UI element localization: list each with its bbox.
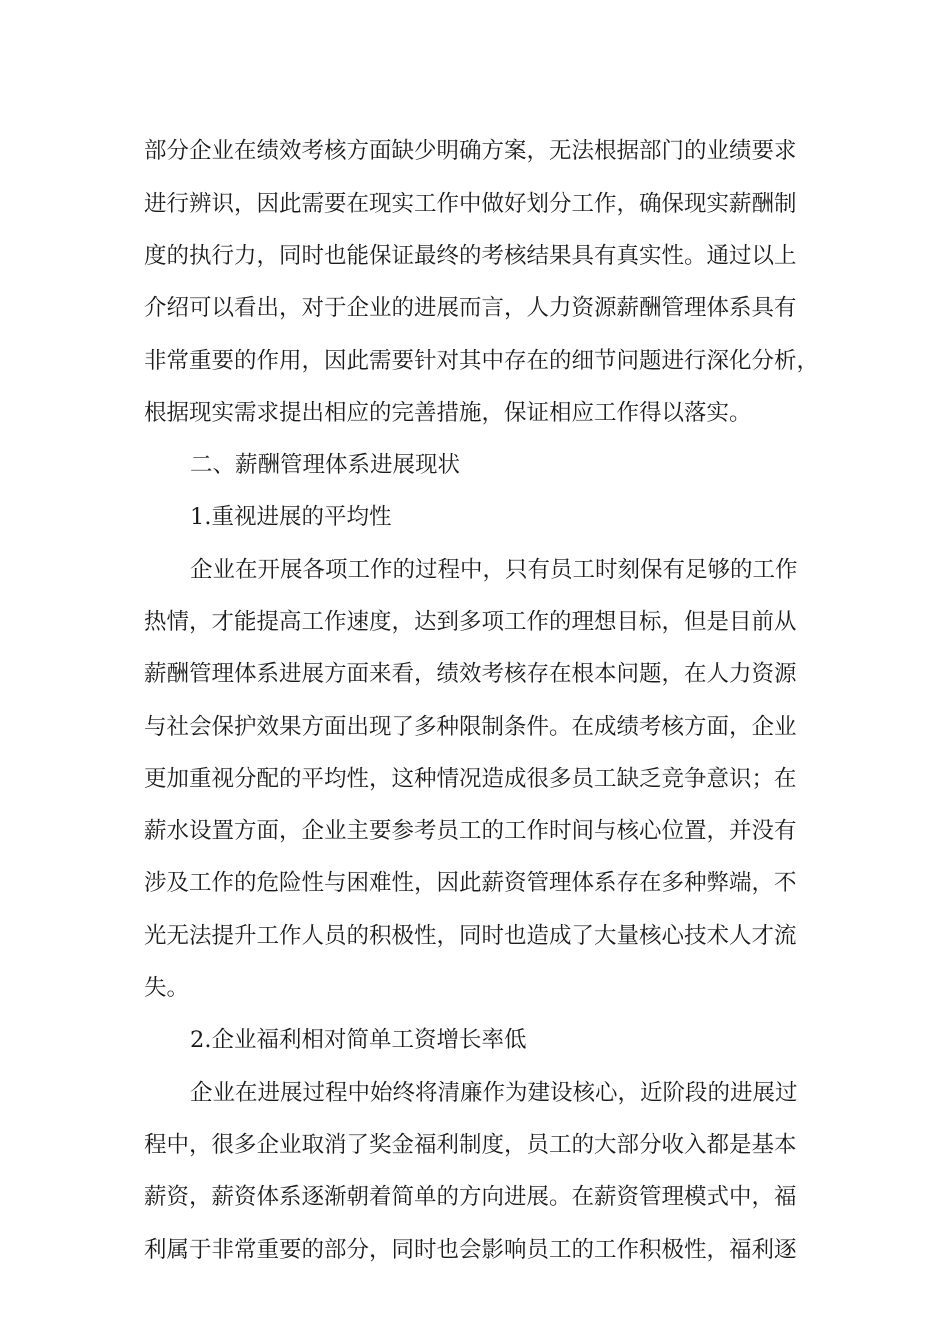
text-line-20: 程中，很多企业取消了奖金福利制度，员工的大部分收入都是基本 (144, 1132, 797, 1158)
text-line-11: 薪酬管理体系进展方面来看，绩效考核存在根本问题，在人力资源 (144, 661, 797, 687)
text-line-3: 度的执行力，同时也能保证最终的考核结果具有真实性。通过以上 (144, 243, 797, 269)
section-heading: 二、薪酬管理体系进展现状 (190, 452, 461, 478)
text-line-21: 薪资，薪资体系逐渐朝着简单的方向进展。在薪资管理模式中，福 (144, 1184, 797, 1210)
text-line-16: 光无法提升工作人员的积极性，同时也造成了大量核心技术人才流 (144, 923, 797, 949)
text-line-2: 进行辨识，因此需要在现实工作中做好划分工作，确保现实薪酬制 (144, 191, 797, 217)
text-line-19: 企业在进展过程中始终将清廉作为建设核心，近阶段的进展过 (190, 1080, 798, 1106)
text-line-5: 非常重要的作用，因此需要针对其中存在的细节问题进行深化分析， (144, 348, 820, 374)
text-line-1: 部分企业在绩效考核方面缺少明确方案，无法根据部门的业绩要求 (144, 138, 797, 164)
text-line-13: 更加重视分配的平均性，这种情况造成很多员工缺乏竞争意识；在 (144, 766, 797, 792)
text-line-10: 热情，才能提高工作速度，达到多项工作的理想目标，但是目前从 (144, 609, 797, 635)
text-line-9: 企业在开展各项工作的过程中，只有员工时刻保有足够的工作 (190, 557, 798, 583)
text-line-14: 薪水设置方面，企业主要参考员工的工作时间与核心位置，并没有 (144, 818, 797, 844)
text-line-15: 涉及工作的危险性与困难性，因此薪资管理体系存在多种弊端，不 (144, 870, 797, 896)
subsection-heading-1: 1.重视进展的平均性 (190, 504, 392, 530)
text-line-17: 失。 (144, 975, 190, 1001)
text-line-4: 介绍可以看出，对于企业的进展而言，人力资源薪酬管理体系具有 (144, 295, 797, 321)
text-line-22: 利属于非常重要的部分，同时也会影响员工的工作积极性，福利逐 (144, 1237, 797, 1263)
text-line-6: 根据现实需求提出相应的完善措施，保证相应工作得以落实。 (144, 400, 752, 426)
text-line-12: 与社会保护效果方面出现了多种限制条件。在成绩考核方面，企业 (144, 714, 797, 740)
subsection-heading-2: 2.企业福利相对简单工资增长率低 (190, 1027, 527, 1053)
